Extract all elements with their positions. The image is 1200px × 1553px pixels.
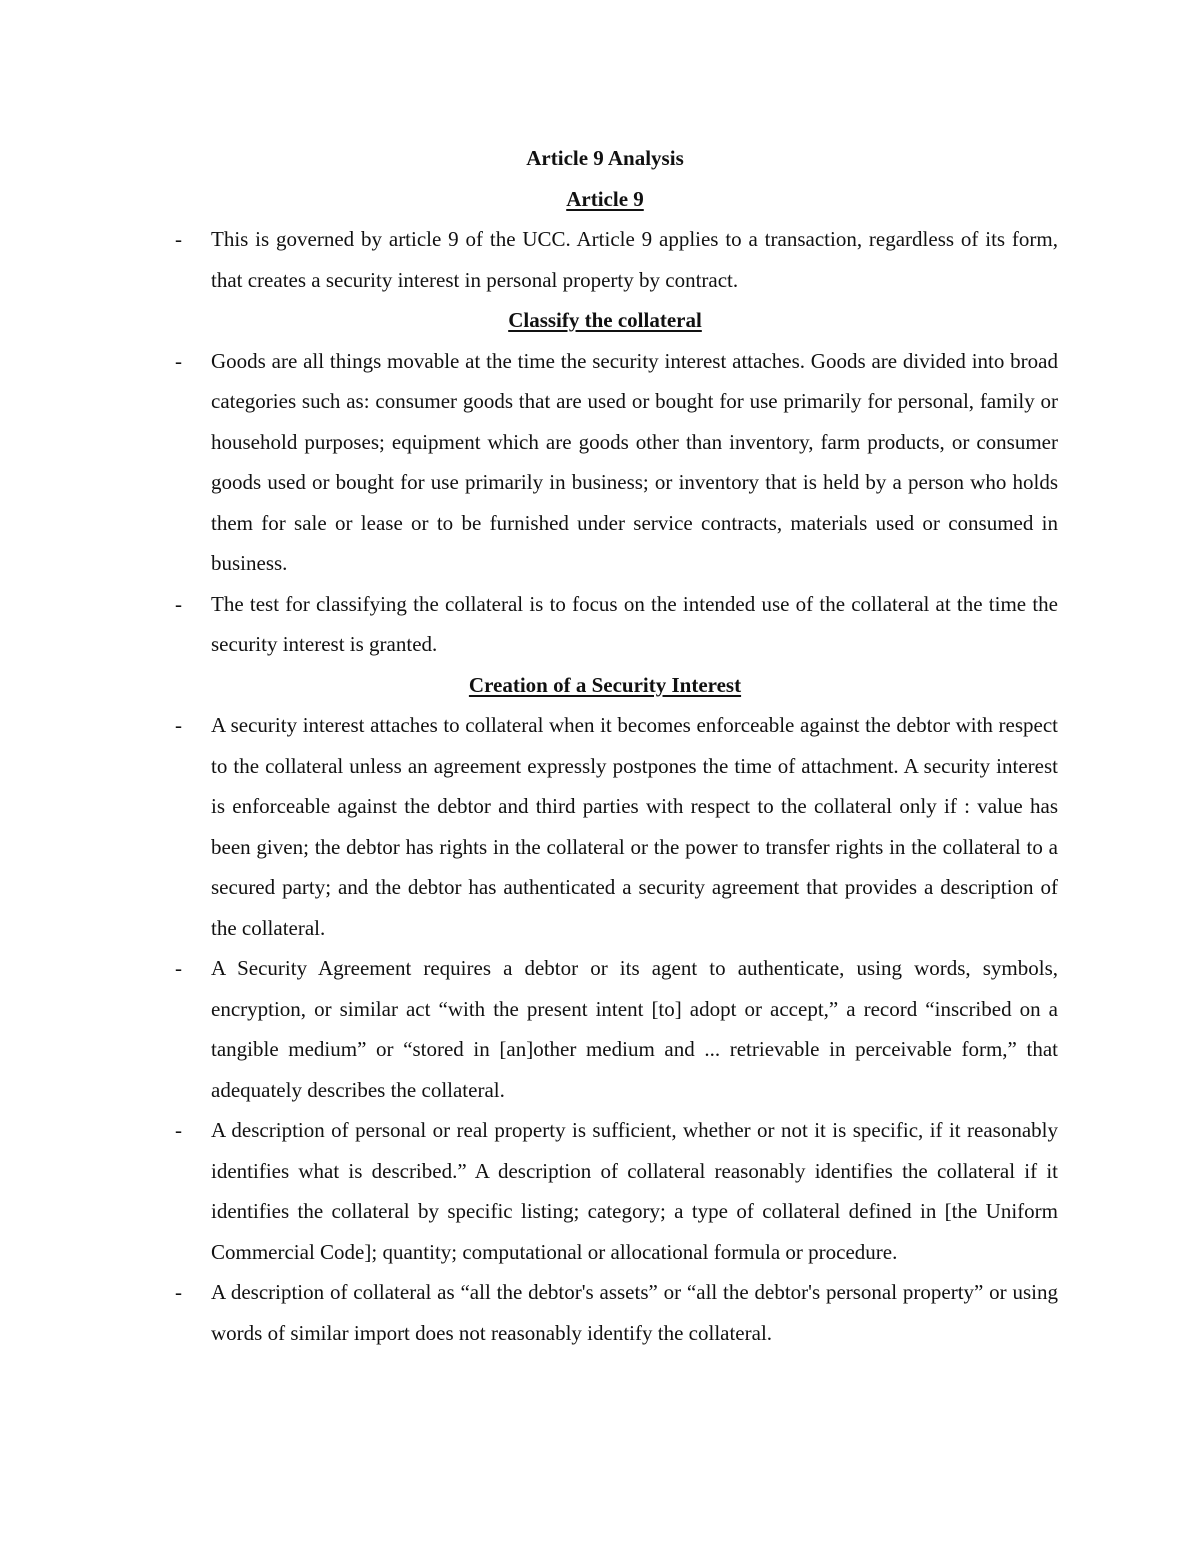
list-item: - Goods are all things movable at the time the security interest attaches. Goods are divided into broad categories such as: consumer goods that are used or bought for use primarily for personal, family or household purposes; equipment which are goods other than inventory, farm products, or consumer goods used or bought for use primarily in business; or inventory that is held by a person who holds them for sale or lease or to be furnished under service contracts, materials used or consumed in business. bbox=[0, 341, 1058, 584]
section-heading: Article 9 bbox=[566, 186, 644, 211]
list-item: - This is governed by article 9 of the UCC. Article 9 applies to a transaction, regardless of its form, that creates a security interest in personal property by contract. bbox=[0, 219, 1058, 300]
section-heading: Creation of a Security Interest bbox=[468, 672, 742, 697]
section-heading: Classify the collateral bbox=[508, 308, 702, 332]
dash-bullet: - bbox=[175, 348, 182, 373]
list-item: - A description of collateral as “all the debtor's assets” or “all the debtor's personal property” or using words of similar import does not reasonably identify the collateral. bbox=[0, 1272, 1058, 1353]
dash-bullet: - bbox=[175, 713, 182, 737]
list-item: - A Security Agreement requires a debtor or its agent to authenticate, using words, symbols, encryption, or similar act “with the present intent [to] adopt or accept,” a record “inscribed on a tangible medium” or “stored in [an]other medium and ... retrievable in perceivable form,” that adequately describes the collateral. bbox=[0, 948, 1058, 1110]
list-item: - The test for classifying the collateral is to focus on the intended use of the collateral at the time the security interest is granted. bbox=[0, 584, 1058, 665]
dash-bullet: - bbox=[175, 591, 182, 616]
dash-bullet: - bbox=[175, 956, 182, 980]
list-item: - A security interest attaches to collateral when it becomes enforceable against the debtor with respect to the collateral unless an agreement expressly postpones the time of attachment. A security interest is enforceable against the debtor and third parties with respect to the collateral only if : value has been given; the debtor has rights in the collateral or the power to transfer rights in the collateral to a secured party; and the debtor has authenticated a security agreement that provides a description of the collateral. bbox=[0, 705, 1058, 948]
dash-bullet: - bbox=[175, 1118, 182, 1142]
document-title: Article 9 Analysis bbox=[526, 146, 684, 170]
dash-bullet: - bbox=[175, 1280, 182, 1304]
document-body bbox=[0, 138, 1200, 1353]
dash-bullet: - bbox=[175, 227, 182, 251]
list-item: - A description of personal or real property is sufficient, whether or not it is specific, if it reasonably identifies what is described.” A description of collateral reasonably identifies the collateral if it identifies the collateral by specific listing; category; a type of collateral defined in [the Uniform Commercial Code]; quantity; computational or allocational formula or procedure. bbox=[0, 1110, 1058, 1272]
